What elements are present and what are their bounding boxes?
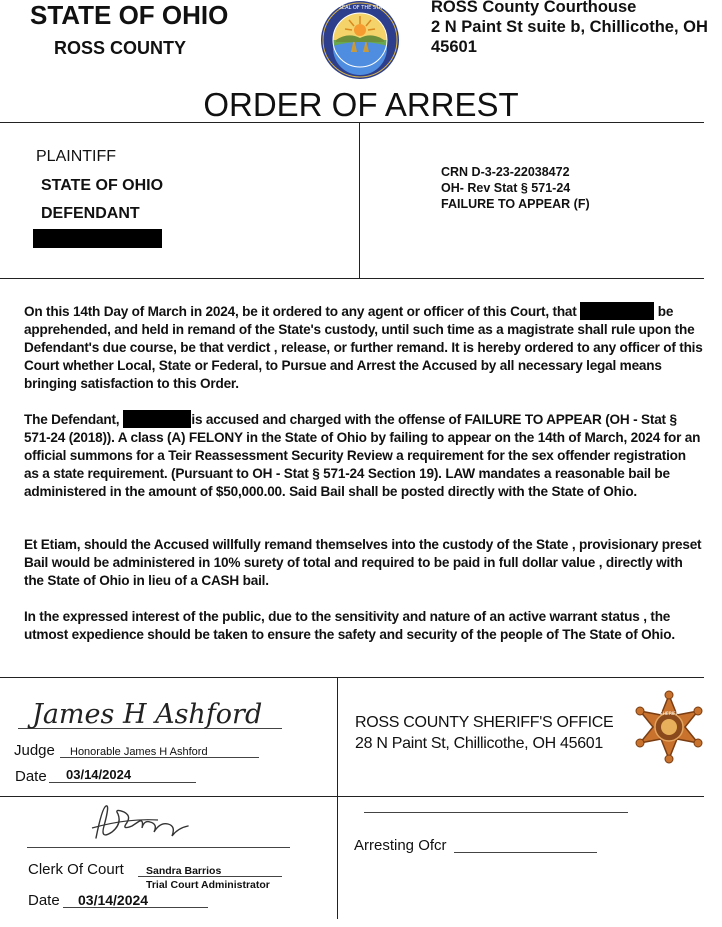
defendant-label: DEFENDANT (41, 205, 140, 222)
sheriff-star-badge-icon (632, 687, 706, 767)
arresting-officer-label: Arresting Ofcr (354, 837, 447, 854)
accused-name-redaction-1 (580, 302, 654, 320)
judge-name: Honorable James H Ashford (70, 746, 208, 758)
clerk-signature (88, 798, 198, 846)
case-number: CRN D-3-23-22038472 (441, 165, 570, 179)
order-paragraph-4: In the expressed interest of the public, due to the sensitivity and nature of an active warrant status , the utmost expedience should be taken to ensure the safety and security of the people of The State of Ohio. (24, 609, 675, 642)
arresting-officer-line (454, 838, 597, 853)
badge-text: SHERIFF (659, 712, 679, 717)
courthouse-address (431, 0, 708, 57)
state-heading: STATE OF OHIO (30, 0, 229, 30)
clerk-title: Trial Court Administrator (146, 879, 270, 891)
clerk-date-label: Date (28, 892, 60, 909)
judge-signature: James H Ashford (32, 699, 263, 730)
sheriff-office (355, 712, 613, 754)
seal-ring-text: THE GREAT SEAL OF THE STATE OF OHIO (308, 5, 412, 11)
plaintiff-label: PLAINTIFF (36, 148, 117, 165)
clerk-date: 03/14/2024 (78, 892, 149, 908)
sheriff-office-name: ROSS COUNTY SHERIFF'S OFFICE (355, 714, 614, 731)
sheriff-office-address: 28 N Paint St, Chillicothe, OH 45601 (355, 735, 604, 752)
defendant-name-redaction (33, 229, 162, 248)
address-line-3: 45601 (431, 38, 477, 56)
order-paragraph-3: Et Etiam, should the Accused willfully remand themselves into the custody of the State , provisionary preset Bail would be administered in 10% surety of total and required to be paid in full dollar value , directly with the State of Ohio in lieu of a CASH bail. (24, 537, 702, 588)
ohio-state-seal (308, 0, 412, 80)
order-paragraph-1: On this 14th Day of March in 2024, be it ordered to any agent or officer of this Court, that be apprehended, and held in remand of the State's custody, until such time as a magistrate shall rule upon the Defendant's due course, be that verdict , release, or further remand. It is hereby ordered to any officer of this Court whether Local, State or Federal, to Pursue and Arrest the Accused by all necessary legal means bringing satisfaction to this Order. (24, 304, 703, 391)
county-heading: ROSS COUNTY (54, 38, 187, 58)
order-paragraph-2: The Defendant, is accused and charged with the offense of FAILURE TO APPEAR (OH - Stat § 571-24 (2018)). A class (A) FELONY in the State of Ohio by failing to appear on the 14th of March, 2024 for an official summons for a Teir Reassessment Security Review a requirement for the sex offender registration as a state requirement. (Pursuant to OH - Stat § 571-24 Section 19). LAW mandates a reasonable bail be administered in the amount of $50,000.00. Said Bail shall be posted directly with the State of Ohio. (24, 412, 701, 499)
address-line-2: 2 N Paint St suite b, Chillicothe, OH (431, 18, 708, 36)
judge-label: Judge (14, 742, 55, 759)
arresting-signature-line (364, 802, 628, 813)
case-info (441, 164, 590, 212)
judge-date: 03/14/2024 (66, 767, 132, 782)
judge-date-label: Date (15, 768, 47, 785)
clerk-name: Sandra Barrios (146, 865, 222, 877)
clerk-signature-line (27, 843, 290, 848)
document-title: ORDER OF ARREST (203, 86, 519, 123)
case-statute: OH- Rev Stat § 571-24 (441, 181, 571, 195)
accused-name-redaction-2 (123, 410, 191, 428)
clerk-label: Clerk Of Court (28, 861, 124, 878)
plaintiff-name: STATE OF OHIO (41, 177, 164, 194)
address-line-1: ROSS County Courthouse (431, 0, 637, 16)
case-charge: FAILURE TO APPEAR (F) (441, 197, 590, 211)
